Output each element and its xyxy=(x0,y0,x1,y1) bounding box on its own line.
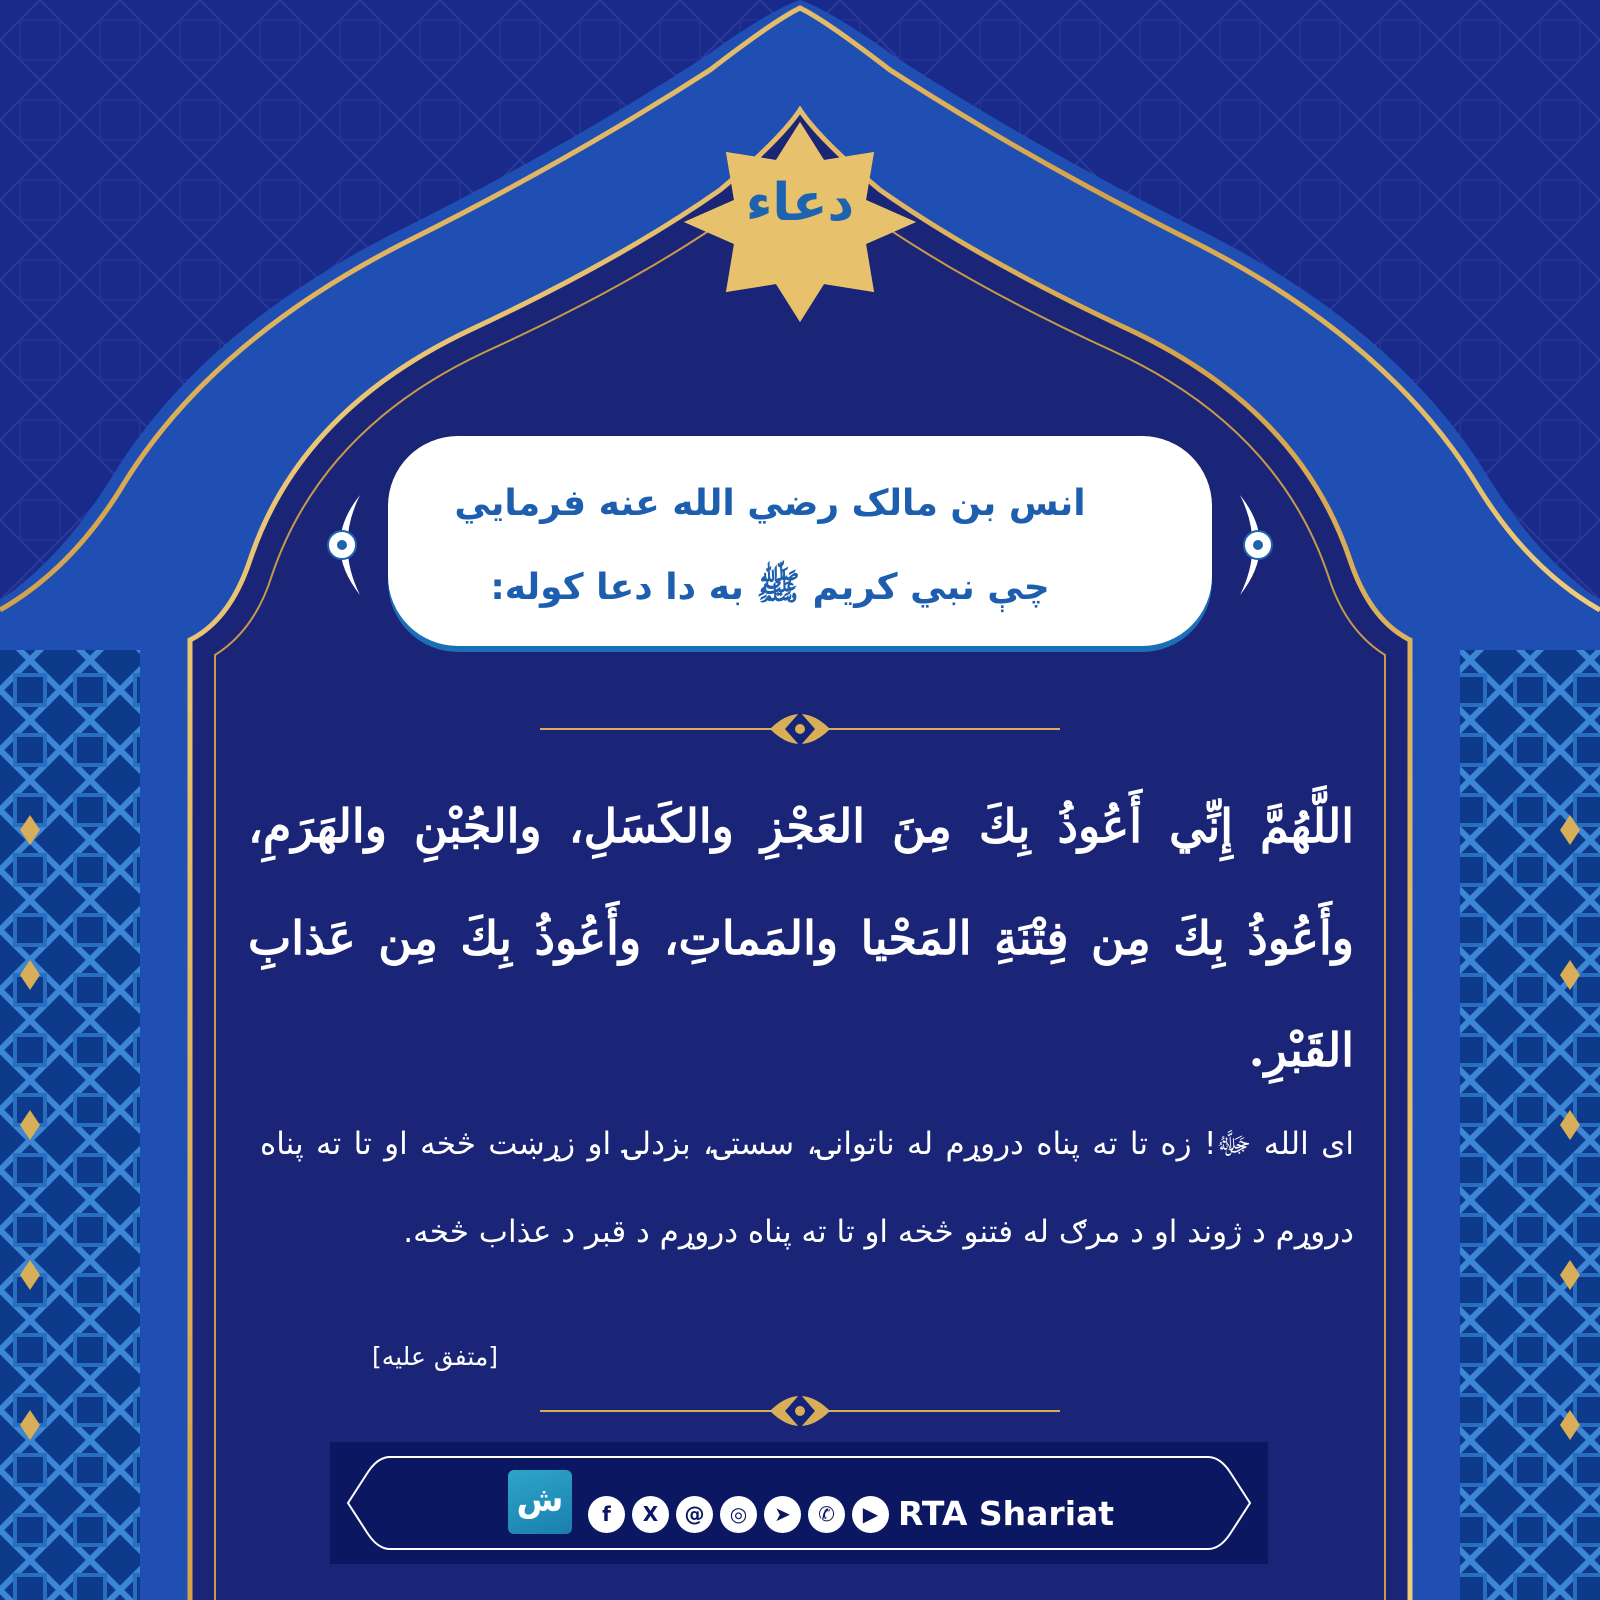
pashto-translation: ای الله ﷻ! زه تا ته پناه دروړم له ناتوانۍ، سستۍ، بزدلۍ او زړښت څخه او تا ته پناه دروړم د ژوند او د مرګ له فتنو څخه او تا ته پناه دروړم د قبر د عذاب څخه. xyxy=(260,1126,1354,1250)
youtube-icon[interactable]: ▶ xyxy=(852,1496,889,1533)
facebook-icon[interactable]: f xyxy=(588,1496,625,1533)
hadith-reference: [متفق علیه] xyxy=(371,1342,499,1371)
telegram-icon[interactable]: ➤ xyxy=(764,1496,801,1533)
x-icon[interactable]: X xyxy=(632,1496,669,1533)
social-links xyxy=(588,1496,889,1536)
intro-text xyxy=(420,462,1120,630)
whatsapp-icon[interactable]: ✆ xyxy=(808,1496,845,1533)
rta-logo[interactable]: ش xyxy=(508,1470,572,1534)
intro-line-1: انس بن مالک رضي الله عنه فرمايي xyxy=(454,483,1086,524)
divider-bottom xyxy=(540,1386,1060,1436)
brand-name: RTA Shariat xyxy=(898,1494,1115,1533)
threads-icon[interactable]: @ xyxy=(676,1496,713,1533)
left-crescent-ornament-icon xyxy=(320,490,380,600)
instagram-icon[interactable]: ◎ xyxy=(720,1496,757,1533)
right-crescent-ornament-icon xyxy=(1220,490,1280,600)
intro-line-2: چې نبي کريم ﷺ به دا دعا کوله: xyxy=(490,567,1050,608)
badge-title: دعاء xyxy=(745,173,855,233)
divider-top xyxy=(540,704,1060,754)
arabic-supplication: اللَّهُمَّ إِنِّي أَعُوذُ بِكَ مِنَ العَجْزِ والكَسَلِ، والجُبْنِ والهَرَمِ، وأَعُوذُ بِكَ مِن فِتْنَةِ المَحْيا والمَماتِ، وأَعُوذُ بِكَ مِن عَذابِ القَبْرِ. xyxy=(248,799,1354,1077)
